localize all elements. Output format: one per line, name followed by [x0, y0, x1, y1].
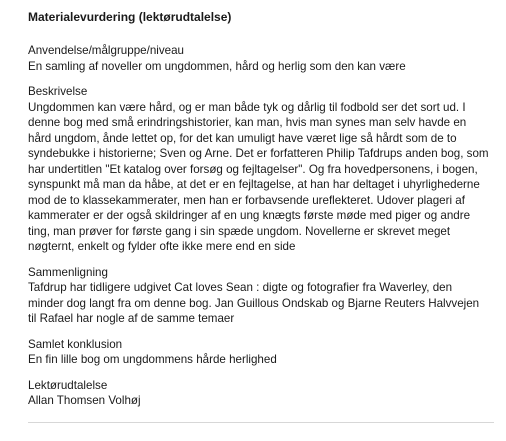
- section-target-audience: [28, 43, 498, 74]
- section-text-line: En samling af noveller om ungdommen, hård og herlig som den kan være: [28, 59, 406, 73]
- section-description: [28, 84, 498, 255]
- section-conclusion: [28, 337, 498, 368]
- section-text-line: kammerater er der også skildringer af en ung knægts første møde med piger og andre: [28, 209, 471, 222]
- section-text-line: nøgternt, enkelt og fylder ofte ikke mere end en side: [28, 240, 296, 253]
- section-text-line: En fin lille bog om ungdommens hårde herlighed: [28, 353, 277, 366]
- section-heading: Beskrivelse: [28, 85, 88, 98]
- bottom-divider: [28, 422, 494, 423]
- section-text-line: minder dog langt fra om denne bog. Jan Guillous Ondskab og Bjarne Reuters Halvvejen: [28, 296, 480, 310]
- section-text-line: hård ungdom, ånde lettet op, for det kan umuligt have været lige så hårdt som de to: [28, 131, 457, 145]
- section-text-line: Ungdommen kan være hård, og er man både tyk og dårlig til fodbold ser det sort ud. I: [28, 100, 466, 114]
- page-title: Materialevurdering (lektørudtalelse): [28, 10, 232, 24]
- section-text-line: har undertitlen "Et katalog over forsøg og fejltagelser". Og fra hovedpersonens, i bogen,: [28, 162, 478, 176]
- section-comparison: [28, 265, 498, 327]
- reviewer-name: Allan Thomsen Volhøj: [28, 394, 141, 407]
- review-document: [28, 10, 498, 419]
- section-heading: Lektørudtalelse: [28, 378, 108, 392]
- section-heading: Samlet konklusion: [28, 337, 123, 351]
- section-reviewer: [28, 378, 498, 409]
- section-heading: Anvendelse/målgruppe/niveau: [28, 44, 184, 57]
- section-text-line: Tafdrup har tidligere udgivet Cat loves Sean : digte og fotografier fra Waverley, den: [28, 281, 453, 294]
- section-text-line: ting, man prøver for første gang i sin spæde ungdom. Novellerne er skrevet meget: [28, 224, 451, 238]
- section-text-line: mod de to klassekammerater, men han er forbavsende ureflekteret. Udover plageri af: [28, 193, 465, 207]
- section-text-line: til Rafael har nogle af de samme temaer: [28, 312, 235, 325]
- section-text-line: synspunkt må man da håbe, at det er en fejltagelse, at han har deltaget i uhyrlighederne: [28, 178, 480, 191]
- section-heading: Sammenligning: [28, 265, 108, 279]
- section-text-line: syndebukke i historierne; Sven og Arne. Det er forfatteren Philip Tafdrups anden bog, som: [28, 147, 489, 160]
- section-text-line: denne bog med små erindringshistorier, kan man, hvis man synes man selv havde en: [28, 116, 467, 129]
